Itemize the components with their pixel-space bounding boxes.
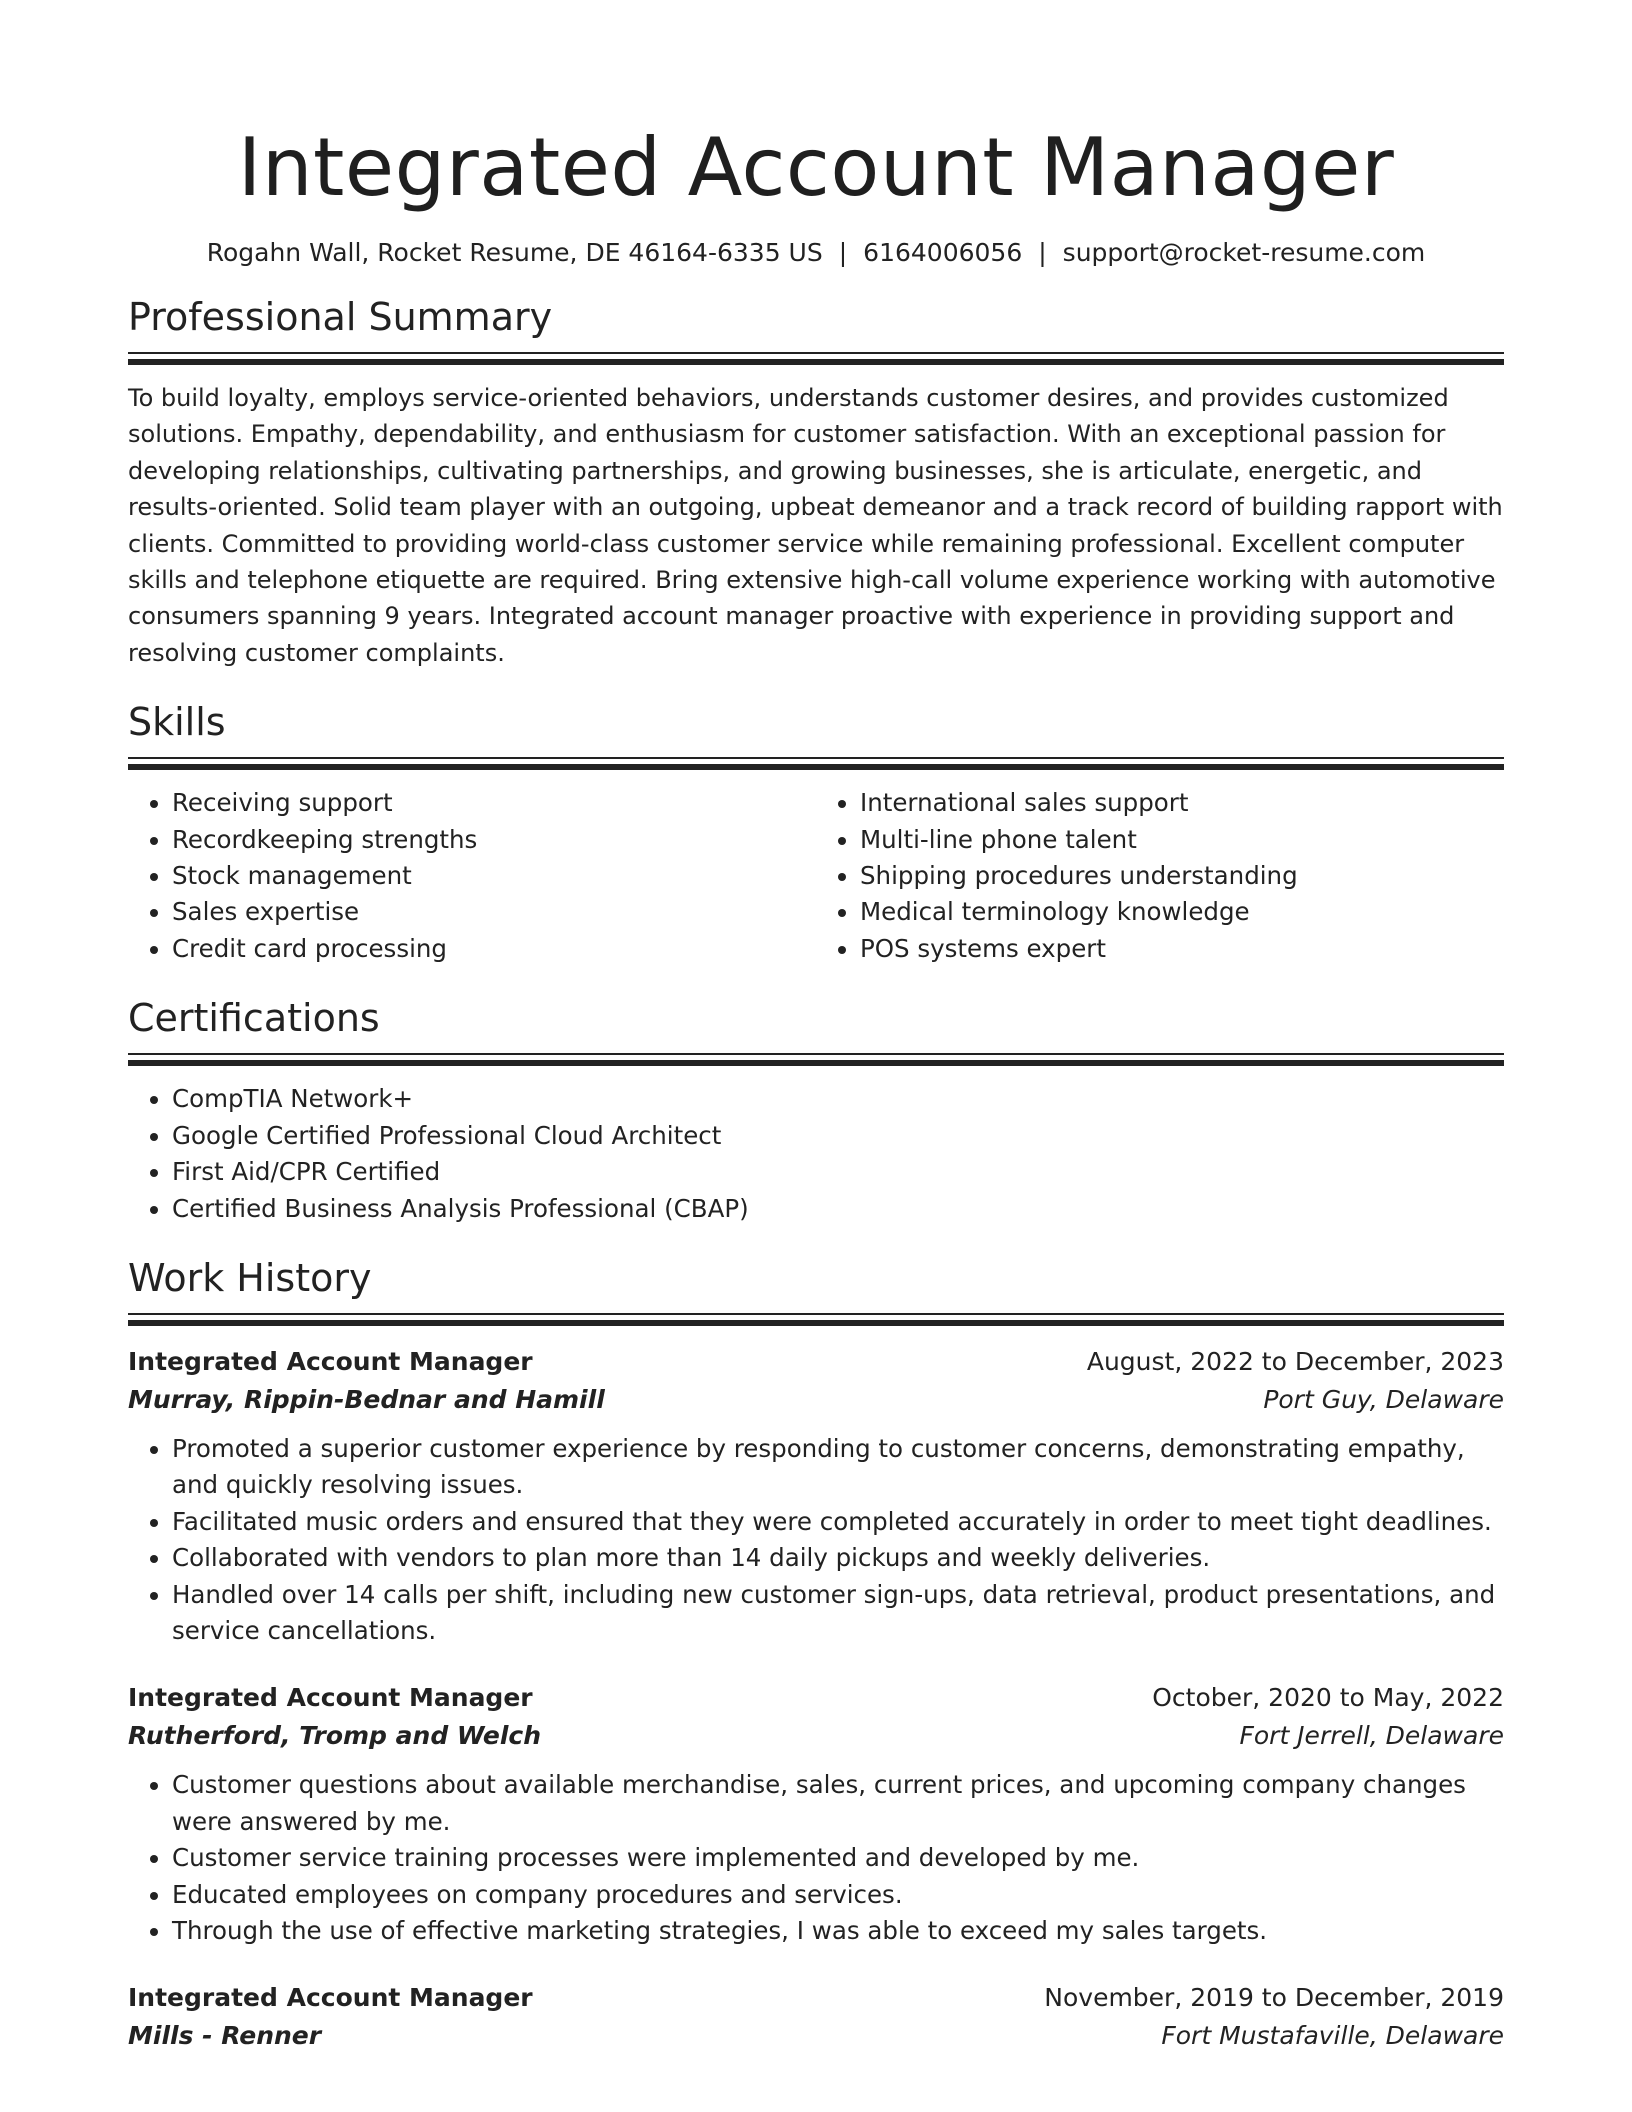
job-title-row bbox=[128, 1343, 1504, 1381]
job-title: Integrated Account Manager bbox=[128, 1983, 533, 2013]
section-divider bbox=[128, 757, 1504, 771]
skills-list-left bbox=[128, 785, 816, 967]
job-dates: November, 2019 to December, 2019 bbox=[1044, 1983, 1504, 2013]
skill-item: • International sales support bbox=[860, 785, 1504, 821]
contact-line bbox=[128, 236, 1504, 270]
job-location: Fort Mustafaville, Delaware bbox=[1161, 2021, 1504, 2051]
skills-grid bbox=[128, 785, 1504, 967]
certifications-heading: Certifications bbox=[128, 996, 380, 1041]
skill-item: • Shipping procedures understanding bbox=[860, 858, 1504, 894]
job-company: Mills - Renner bbox=[128, 2021, 322, 2051]
job-entry bbox=[128, 1979, 1504, 2055]
contact-separator: | bbox=[838, 238, 848, 267]
skill-item: • Sales expertise bbox=[172, 894, 816, 930]
section-divider bbox=[128, 1313, 1504, 1327]
section-divider bbox=[128, 1053, 1504, 1067]
job-title: Integrated Account Manager bbox=[128, 1683, 533, 1713]
skills-heading: Skills bbox=[128, 700, 226, 745]
job-bullet: • Promoted a superior customer experience by responding to customer concerns, demonstrating empathy, and quickly resolving issues. bbox=[172, 1431, 1504, 1504]
job-company: Rutherford, Tromp and Welch bbox=[128, 1721, 542, 1751]
job-company-row bbox=[128, 2017, 1504, 2055]
job-bullets bbox=[128, 1431, 1504, 1649]
skills-list-right bbox=[816, 785, 1504, 967]
certifications-list bbox=[128, 1081, 1504, 1227]
job-company-row bbox=[128, 1717, 1504, 1755]
job-title-row bbox=[128, 1679, 1504, 1717]
certification-item: • First Aid/CPR Certified bbox=[172, 1154, 1504, 1190]
job-bullet: • Customer service training processes were implemented and developed by me. bbox=[172, 1840, 1504, 1876]
job-entry bbox=[128, 1343, 1504, 1649]
skills-section bbox=[128, 697, 1504, 967]
contact-phone: 6164006056 bbox=[863, 238, 1023, 267]
skill-item: • Multi-line phone talent bbox=[860, 822, 1504, 858]
section-divider bbox=[128, 352, 1504, 366]
certification-item: • CompTIA Network+ bbox=[172, 1081, 1504, 1117]
contact-email: support@rocket-resume.com bbox=[1062, 238, 1426, 267]
skill-item: • Recordkeeping strengths bbox=[172, 822, 816, 858]
job-location: Port Guy, Delaware bbox=[1263, 1384, 1504, 1414]
job-bullet: • Collaborated with vendors to plan more than 14 daily pickups and weekly deliveries. bbox=[172, 1540, 1504, 1576]
job-company-row bbox=[128, 1381, 1504, 1419]
resume-page bbox=[128, 118, 1504, 2055]
job-title: Integrated Account Manager bbox=[128, 1346, 533, 1376]
contact-address: Rogahn Wall, Rocket Resume, DE 46164-6335 US bbox=[206, 238, 823, 267]
skill-item: • Stock management bbox=[172, 858, 816, 894]
job-dates: October, 2020 to May, 2022 bbox=[1152, 1683, 1504, 1713]
job-dates: August, 2022 to December, 2023 bbox=[1086, 1346, 1504, 1376]
job-company: Murray, Rippin-Bednar and Hamill bbox=[128, 1384, 605, 1414]
work-history-heading: Work History bbox=[128, 1255, 372, 1300]
job-location: Fort Jerrell, Delaware bbox=[1239, 1721, 1504, 1751]
skill-item: • Receiving support bbox=[172, 785, 816, 821]
summary-heading: Professional Summary bbox=[128, 295, 553, 339]
certification-item: • Google Certified Professional Cloud Architect bbox=[172, 1118, 1504, 1154]
job-bullet: • Customer questions about available merchandise, sales, current prices, and upcoming company changes were answered by me. bbox=[172, 1767, 1504, 1840]
skill-item: • POS systems expert bbox=[860, 931, 1504, 967]
job-entry bbox=[128, 1679, 1504, 1949]
resume-title: Integrated Account Manager bbox=[237, 121, 1395, 214]
work-history-section bbox=[128, 1253, 1504, 2055]
job-bullet: • Through the use of effective marketing strategies, I was able to exceed my sales targets. bbox=[172, 1913, 1504, 1949]
summary-section bbox=[128, 292, 1504, 671]
skill-item: • Medical terminology knowledge bbox=[860, 894, 1504, 930]
contact-separator: | bbox=[1038, 238, 1047, 267]
certification-item: • Certified Business Analysis Professional (CBAP) bbox=[172, 1191, 1504, 1227]
job-bullet: • Handled over 14 calls per shift, including new customer sign-ups, data retrieval, product presentations, and service cancellations. bbox=[172, 1577, 1504, 1650]
summary-text: To build loyalty, employs service-oriented behaviors, understands customer desires, and provides customized solutions. Empathy, dependability, and enthusiasm for customer satisfaction. With an exceptional passion for developing relationships, cultivating partnerships, and growing businesses, she is articulate, energetic, and results-oriented. Solid team player with an outgoing, upbeat demeanor and a track record of building rapport with clients. Committed to providing world-class customer service while remaining professional. Excellent computer skills and telephone etiquette are required. Bring extensive high-call volume experience working with automotive consumers spanning 9 years. Integrated account manager proactive with experience in providing support and resolving customer complaints. bbox=[128, 384, 1503, 667]
job-title-row bbox=[128, 1979, 1504, 2017]
job-bullet: • Educated employees on company procedures and services. bbox=[172, 1877, 1504, 1913]
job-bullet: • Facilitated music orders and ensured that they were completed accurately in order to meet tight deadlines. bbox=[172, 1504, 1504, 1540]
skill-item: • Credit card processing bbox=[172, 931, 816, 967]
job-bullets bbox=[128, 1767, 1504, 1949]
certifications-section bbox=[128, 993, 1504, 1227]
